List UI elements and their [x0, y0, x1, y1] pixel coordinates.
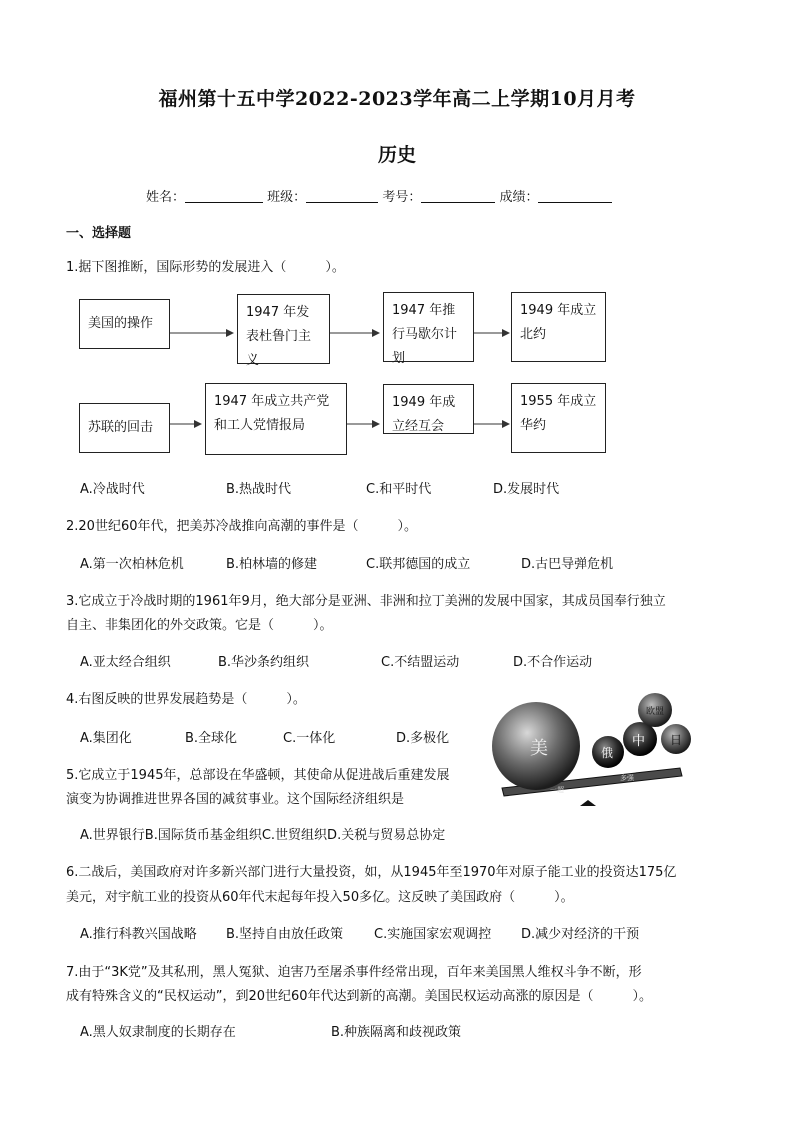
question-2-stem: 2.20世纪60年代，把美苏冷战推向高潮的事件是（ ）。: [66, 519, 417, 534]
multipolar-figure: [490, 688, 700, 806]
q2-option-c[interactable]: C.联邦德国的成立: [366, 557, 471, 572]
section-heading: 一、选择题: [66, 226, 132, 241]
q1-option-a[interactable]: A.冷战时代: [80, 482, 145, 497]
us-step-1-box: 1947 年发表杜鲁门主义: [237, 294, 330, 364]
su-start-box: 苏联的回击: [79, 403, 170, 453]
q4-option-a[interactable]: A.集团化: [80, 731, 132, 746]
q3-option-a[interactable]: A.亚太经合组织: [80, 655, 171, 670]
q6-option-a[interactable]: A.推行科教兴国战略: [80, 927, 197, 942]
q7-option-b[interactable]: B.种族隔离和歧视政策: [331, 1025, 462, 1040]
q2-option-d[interactable]: D.古巴导弹危机: [521, 557, 614, 572]
label-japan: 日: [670, 733, 683, 747]
label-china: 中: [632, 734, 646, 749]
q4-option-b[interactable]: B.全球化: [185, 731, 238, 746]
q3-option-b[interactable]: B.华沙条约组织: [218, 655, 310, 670]
su-step-3-box: 1955 年成立华约: [511, 383, 606, 453]
q5-options[interactable]: A.世界银行B.国际货币基金组织C.世贸组织D.关税与贸易总协定: [80, 828, 446, 843]
us-step-2-box: 1947 年推行马歇尔计划: [383, 292, 474, 362]
us-start-box: 美国的操作: [79, 299, 170, 349]
question-7-stem-line1: 7.由于“3K党”及其私刑，黑人冤狱、迫害乃至屠杀事件经常出现，百年来美国黑人维权斗争不断，形: [66, 965, 642, 980]
label-russia: 俄: [601, 746, 614, 760]
q4-option-d[interactable]: D.多极化: [396, 731, 450, 746]
seesaw-illustration: [490, 688, 700, 806]
q6-option-c[interactable]: C.实施国家宏观调控: [374, 927, 492, 942]
q2-option-a[interactable]: A.第一次柏林危机: [80, 557, 184, 572]
q7-option-a[interactable]: A.黑人奴隶制度的长期存在: [80, 1025, 236, 1040]
label-one-super: 一超: [550, 786, 564, 794]
question-7-stem-line2: 成有特殊含义的“民权运动”，到20世纪60年代达到新的高潮。美国民权运动高涨的原因是（ ）。: [66, 989, 653, 1004]
us-step-3-box: 1949 年成立北约: [511, 292, 606, 362]
q1-option-b[interactable]: B.热战时代: [226, 482, 292, 497]
score-label: 成绩：: [499, 190, 539, 205]
subject-title: 历史: [377, 144, 416, 166]
q3-option-c[interactable]: C.不结盟运动: [381, 655, 460, 670]
class-label: 班级：: [267, 190, 307, 205]
label-many-powers: 多强: [620, 774, 634, 782]
question-5-stem-line2: 演变为协调推进世界各国的减贫事业。这个国际经济组织是: [66, 792, 405, 807]
q1-option-c[interactable]: C.和平时代: [366, 482, 432, 497]
question-5-stem-line1: 5.它成立于1945年，总部设在华盛顿，其使命从促进战后重建发展: [66, 768, 450, 783]
name-label: 姓名：: [146, 190, 186, 205]
question-6-stem-line1: 6.二战后，美国政府对许多新兴部门进行大量投资，如，从1945年至1970年对原子能工业的投资达175亿: [66, 865, 677, 880]
question-4-stem: 4.右图反映的世界发展趋势是（ ）。: [66, 692, 306, 707]
q2-option-b[interactable]: B.柏林墙的修建: [226, 557, 318, 572]
q4-option-c[interactable]: C.一体化: [283, 731, 336, 746]
q3-option-d[interactable]: D.不合作运动: [513, 655, 593, 670]
label-us: 美: [530, 738, 548, 759]
page-title: 福州第十五中学2022-2023学年高二上学期10月月考: [158, 88, 636, 110]
q6-option-d[interactable]: D.减少对经济的干预: [521, 927, 640, 942]
label-eu: 欧盟: [646, 707, 665, 717]
su-step-2-box: 1949 年成立经互会: [383, 384, 474, 434]
question-6-stem-line2: 美元，对宇航工业的投资从60年代末起每年投入50多亿。这反映了美国政府（ ）。: [66, 890, 574, 905]
exam-no-label: 考号：: [382, 190, 422, 205]
question-1-stem: 1.据下图推断，国际形势的发展进入（ ）。: [66, 260, 345, 275]
su-step-1-box: 1947 年成立共产党和工人党情报局: [205, 383, 347, 455]
q6-option-b[interactable]: B.坚持自由放任政策: [226, 927, 344, 942]
q1-option-d[interactable]: D.发展时代: [493, 482, 560, 497]
question-3-stem-line2: 自主、非集团化的外交政策。它是（ ）。: [66, 618, 333, 633]
question-3-stem-line1: 3.它成立于冷战时期的1961年9月，绝大部分是亚洲、非洲和拉丁美洲的发展中国家，其成员国奉行独立: [66, 594, 666, 609]
